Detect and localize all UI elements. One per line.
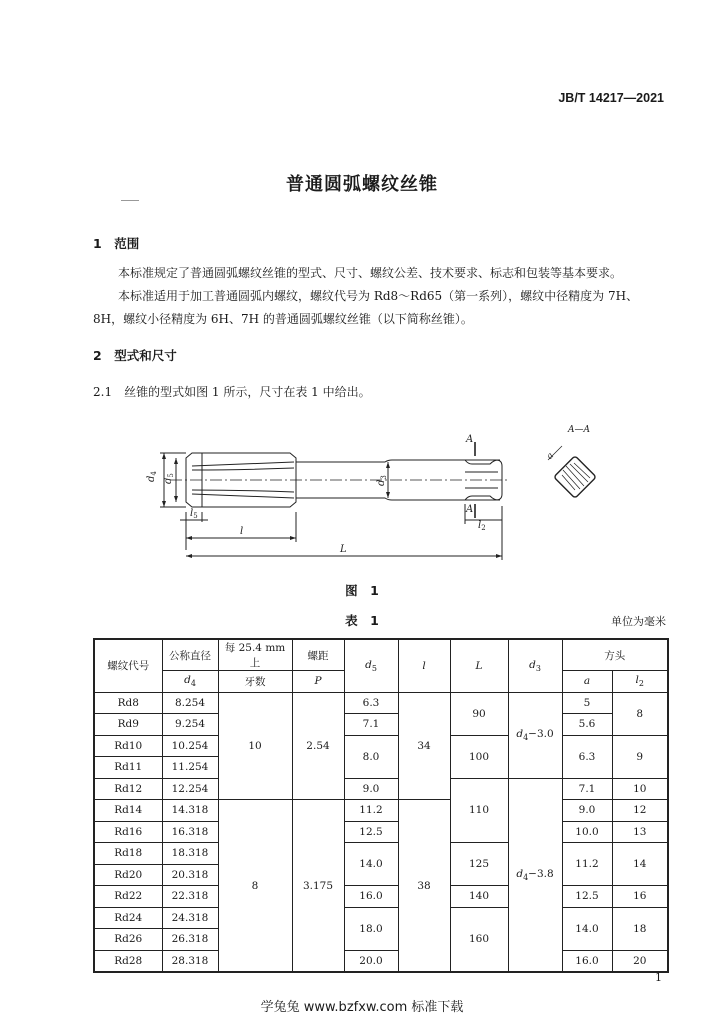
cell-l2: 8	[612, 692, 668, 735]
dimension-table	[93, 638, 669, 973]
header-tpi: 每 25.4 mm 上	[218, 639, 292, 671]
cell-L: 110	[450, 778, 508, 843]
cell-l: 38	[398, 800, 450, 973]
cell-a: 16.0	[562, 950, 612, 972]
cell-a: 6.3	[562, 735, 612, 778]
cell-a: 12.5	[562, 886, 612, 908]
label-l2: $l_2$	[478, 520, 486, 532]
cell-l2: 18	[612, 907, 668, 950]
label-a: a	[545, 450, 556, 462]
cell-code: Rd10	[94, 735, 162, 757]
section-a-a-drawing	[538, 420, 618, 510]
table-row	[94, 692, 668, 714]
header-l: l	[398, 639, 450, 692]
label-AA: A—A	[568, 425, 590, 435]
cell-code: Rd8	[94, 692, 162, 714]
section-1-para-2b: 8H，螺纹小径精度为 6H、7H 的普通圆弧螺纹丝锥（以下简称丝锥）。	[93, 312, 473, 326]
table-caption: 表 1	[345, 613, 379, 628]
table-row	[94, 800, 668, 822]
cell-d5: 11.2	[344, 800, 398, 822]
label-A-top: A	[466, 434, 474, 445]
cell-nominal: 14.318	[162, 800, 218, 822]
header-code: 螺纹代号	[94, 639, 162, 692]
header-square: 方头	[562, 639, 668, 671]
cell-code: Rd11	[94, 757, 162, 779]
header-pitch-sym: P	[292, 671, 344, 693]
cell-l2: 13	[612, 821, 668, 843]
cell-nominal: 24.318	[162, 907, 218, 929]
header-d5: $d_5$	[344, 639, 398, 692]
table-row	[94, 714, 668, 736]
cell-nominal: 16.318	[162, 821, 218, 843]
cell-pitch: 2.54	[292, 692, 344, 800]
cell-nominal: 11.254	[162, 757, 218, 779]
cell-a: 9.0	[562, 800, 612, 822]
cell-d5: 9.0	[344, 778, 398, 800]
section-2-1-text: 2.1 丝锥的型式如图 1 所示，尺寸在表 1 中给出。	[93, 385, 371, 399]
label-d4: $d_4$	[146, 471, 158, 482]
cell-l2: 16	[612, 886, 668, 908]
label-d5: $d_5$	[163, 473, 175, 484]
section-2-heading: 2 型式和尺寸	[93, 348, 177, 363]
section-1-heading: 1 范围	[93, 236, 140, 251]
standard-number: JB/T 14217—2021	[558, 91, 664, 105]
cell-code: Rd14	[94, 800, 162, 822]
cell-a: 5	[562, 692, 612, 714]
label-L: L	[340, 544, 347, 555]
cell-nominal: 22.318	[162, 886, 218, 908]
section-1-para-1: 本标准规定了普通圆弧螺纹丝锥的型式、尺寸、螺纹公差、技术要求、标志和包装等基本要求。	[118, 266, 623, 280]
header-d3: $d_3$	[508, 639, 562, 692]
cell-d3: $d_4-3.0$	[508, 692, 562, 778]
cell-a: 7.1	[562, 778, 612, 800]
header-nominal-sym: $d_4$	[162, 671, 218, 693]
cell-d5: 7.1	[344, 714, 398, 736]
table-row	[94, 843, 668, 865]
label-l: l	[240, 526, 244, 537]
cell-l2: 9	[612, 735, 668, 778]
cell-code: Rd16	[94, 821, 162, 843]
table-row	[94, 907, 668, 929]
label-l5: $l_5$	[190, 508, 198, 520]
cell-code: Rd26	[94, 929, 162, 951]
cell-nominal: 10.254	[162, 735, 218, 757]
cell-nominal: 20.318	[162, 864, 218, 886]
cell-l2: 10	[612, 778, 668, 800]
cell-code: Rd18	[94, 843, 162, 865]
cell-code: Rd20	[94, 864, 162, 886]
cell-a: 5.6	[562, 714, 612, 736]
cell-nominal: 12.254	[162, 778, 218, 800]
cell-nominal: 18.318	[162, 843, 218, 865]
cell-nominal: 26.318	[162, 929, 218, 951]
cell-d5: 8.0	[344, 735, 398, 778]
footer-watermark: 学兔兔 www.bzfxw.com 标准下载	[260, 1000, 464, 1015]
cell-tpi: 8	[218, 800, 292, 973]
cell-L: 125	[450, 843, 508, 886]
table-row	[94, 821, 668, 843]
cell-nominal: 28.318	[162, 950, 218, 972]
cell-a: 14.0	[562, 907, 612, 950]
decorative-dash	[121, 200, 139, 201]
table-unit: 单位为毫米	[611, 615, 666, 628]
table-row	[94, 735, 668, 757]
cell-L: 160	[450, 907, 508, 972]
cell-a: 11.2	[562, 843, 612, 886]
table-row	[94, 778, 668, 800]
cell-d5: 20.0	[344, 950, 398, 972]
label-A-bottom: A	[466, 504, 474, 515]
label-d3: $d_3$	[376, 475, 388, 486]
cell-L: 90	[450, 692, 508, 735]
cell-pitch: 3.175	[292, 800, 344, 973]
cell-code: Rd24	[94, 907, 162, 929]
cell-l2: 20	[612, 950, 668, 972]
cell-d5: 12.5	[344, 821, 398, 843]
table-row	[94, 950, 668, 972]
header-pitch: 螺距	[292, 639, 344, 671]
cell-code: Rd9	[94, 714, 162, 736]
cell-d5: 14.0	[344, 843, 398, 886]
section-1-para-2a: 本标准适用于加工普通圆弧内螺纹，螺纹代号为 Rd8～Rd65（第一系列），螺纹中径精度为 7H、	[118, 289, 639, 303]
cell-tpi: 10	[218, 692, 292, 800]
cell-nominal: 9.254	[162, 714, 218, 736]
cell-d5: 16.0	[344, 886, 398, 908]
header-L: L	[450, 639, 508, 692]
cell-d5: 6.3	[344, 692, 398, 714]
table-header-row	[94, 639, 668, 671]
header-l2: $l_2$	[612, 671, 668, 693]
table-row	[94, 886, 668, 908]
header-a: a	[562, 671, 612, 693]
cell-code: Rd12	[94, 778, 162, 800]
cell-d5: 18.0	[344, 907, 398, 950]
cell-a: 10.0	[562, 821, 612, 843]
header-tpi-bottom: 牙数	[218, 671, 292, 693]
cell-L: 100	[450, 735, 508, 778]
cell-d3: $d_4-3.8$	[508, 778, 562, 972]
cell-l2: 12	[612, 800, 668, 822]
header-nominal: 公称直径	[162, 639, 218, 671]
cell-nominal: 8.254	[162, 692, 218, 714]
cell-l: 34	[398, 692, 450, 800]
page-number: 1	[655, 971, 662, 984]
cell-code: Rd28	[94, 950, 162, 972]
cell-l2: 14	[612, 843, 668, 886]
cell-L: 140	[450, 886, 508, 908]
figure-caption: 图 1	[345, 583, 379, 598]
page-title: 普通圆弧螺纹丝锥	[286, 174, 438, 195]
cell-code: Rd22	[94, 886, 162, 908]
